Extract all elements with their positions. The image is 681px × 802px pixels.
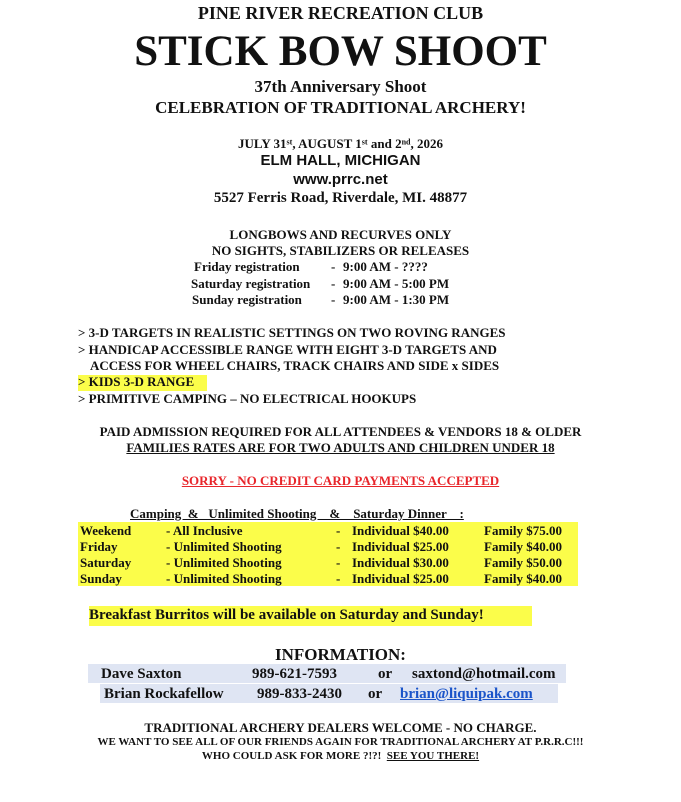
contact-or: or — [368, 686, 383, 702]
registration-day: Saturday registration — [191, 276, 311, 291]
registration-time: 9:00 AM - 1:30 PM — [343, 292, 450, 307]
registration-time: 9:00 AM - 5:00 PM — [343, 276, 450, 291]
pricing-desc: - Unlimited Shooting — [166, 555, 282, 570]
family-rates-note-wrap — [0, 441, 681, 454]
event-website[interactable]: www.prrc.net — [293, 171, 388, 188]
pricing-desc: - All Inclusive — [166, 523, 243, 538]
friends-message: WE WANT TO SEE ALL OF OUR FRIENDS AGAIN FOR TRADITIONAL ARCHERY AT P.R.R.C!!! — [97, 736, 584, 748]
pricing-period: Weekend — [80, 523, 132, 538]
event-dates: JULY 31st, AUGUST 1st and 2nd, 2026 — [237, 136, 444, 151]
pricing-period: Friday — [80, 539, 118, 554]
pricing-individual: Individual $25.00 — [352, 539, 449, 554]
breakfast-notice: Breakfast Burritos will be available on Saturday and Sunday! — [89, 606, 532, 626]
pricing-header: Camping & Unlimited Shooting & Saturday Dinner : — [130, 506, 464, 521]
event-location: ELM HALL, MICHIGAN — [260, 152, 421, 169]
equipment-rule: NO SIGHTS, STABILIZERS OR RELEASES — [211, 243, 470, 258]
event-title: STICK BOW SHOOT — [134, 28, 547, 75]
contact-row — [100, 684, 558, 703]
feature-item: > PRIMITIVE CAMPING – NO ELECTRICAL HOOKUPS — [78, 391, 417, 406]
contact-phone[interactable]: 989-833-2430 — [257, 686, 342, 702]
pricing-desc: - Unlimited Shooting — [166, 571, 282, 586]
family-rates-note: FAMILIES RATES ARE FOR TWO ADULTS AND CHILDREN UNDER 18 — [126, 440, 555, 455]
pricing-row — [78, 522, 578, 538]
contact-email[interactable]: saxtond@hotmail.com — [412, 666, 556, 682]
registration-sep: - — [331, 259, 336, 274]
contact-name: Brian Rockafellow — [104, 686, 224, 702]
pricing-period: Sunday — [80, 571, 122, 586]
contact-email-link[interactable]: brian@liquipak.com — [400, 686, 533, 702]
closing-question: WHO COULD ASK FOR MORE ?!?! — [201, 750, 382, 762]
pricing-sep: - — [336, 555, 341, 570]
closing-line — [0, 751, 681, 762]
pricing-family: Family $50.00 — [484, 555, 562, 570]
pricing-individual: Individual $40.00 — [352, 523, 449, 538]
registration-sep: - — [331, 292, 336, 307]
feature-item: > 3-D TARGETS IN REALISTIC SETTINGS ON TWO ROVING RANGES — [78, 325, 506, 340]
dealers-welcome: TRADITIONAL ARCHERY DEALERS WELCOME - NO CHARGE. — [144, 720, 537, 735]
contact-row — [88, 664, 566, 683]
pricing-sep: - — [336, 539, 341, 554]
pricing-row — [78, 570, 578, 586]
registration-time: 9:00 AM - ???? — [343, 259, 428, 274]
see-you-there: SEE YOU THERE! — [386, 750, 480, 762]
contact-or: or — [378, 666, 393, 682]
contact-name: Dave Saxton — [101, 666, 182, 682]
payment-notice: SORRY - NO CREDIT CARD PAYMENTS ACCEPTED — [181, 473, 500, 488]
pricing-family: Family $75.00 — [484, 523, 562, 538]
pricing-row — [78, 554, 578, 570]
anniversary-subtitle: 37th Anniversary Shoot — [254, 77, 427, 96]
feature-item-highlighted: > KIDS 3-D RANGE — [78, 375, 207, 391]
feature-item: > HANDICAP ACCESSIBLE RANGE WITH EIGHT 3-D TARGETS AND — [78, 342, 497, 357]
pricing-individual: Individual $30.00 — [352, 555, 449, 570]
pricing-individual: Individual $25.00 — [352, 571, 449, 586]
feature-item: ACCESS FOR WHEEL CHAIRS, TRACK CHAIRS AND SIDE x SIDES — [90, 358, 500, 373]
event-address: 5527 Ferris Road, Riverdale, MI. 48877 — [213, 190, 468, 206]
pricing-family: Family $40.00 — [484, 571, 562, 586]
registration-day: Friday registration — [194, 259, 300, 274]
contact-phone[interactable]: 989-621-7593 — [252, 666, 337, 682]
club-name: PINE RIVER RECREATION CLUB — [197, 3, 484, 23]
pricing-sep: - — [336, 523, 341, 538]
celebration-subtitle: CELEBRATION OF TRADITIONAL ARCHERY! — [155, 98, 526, 117]
payment-notice-wrap — [0, 474, 681, 487]
information-heading: INFORMATION: — [275, 645, 406, 664]
registration-sep: - — [331, 276, 336, 291]
bow-rule: LONGBOWS AND RECURVES ONLY — [229, 227, 452, 242]
pricing-desc: - Unlimited Shooting — [166, 539, 282, 554]
pricing-period: Saturday — [80, 555, 132, 570]
admission-requirement: PAID ADMISSION REQUIRED FOR ALL ATTENDEES & VENDORS 18 & OLDER — [99, 424, 582, 439]
pricing-family: Family $40.00 — [484, 539, 562, 554]
pricing-row — [78, 538, 578, 554]
registration-day: Sunday registration — [192, 292, 302, 307]
pricing-sep: - — [336, 571, 341, 586]
